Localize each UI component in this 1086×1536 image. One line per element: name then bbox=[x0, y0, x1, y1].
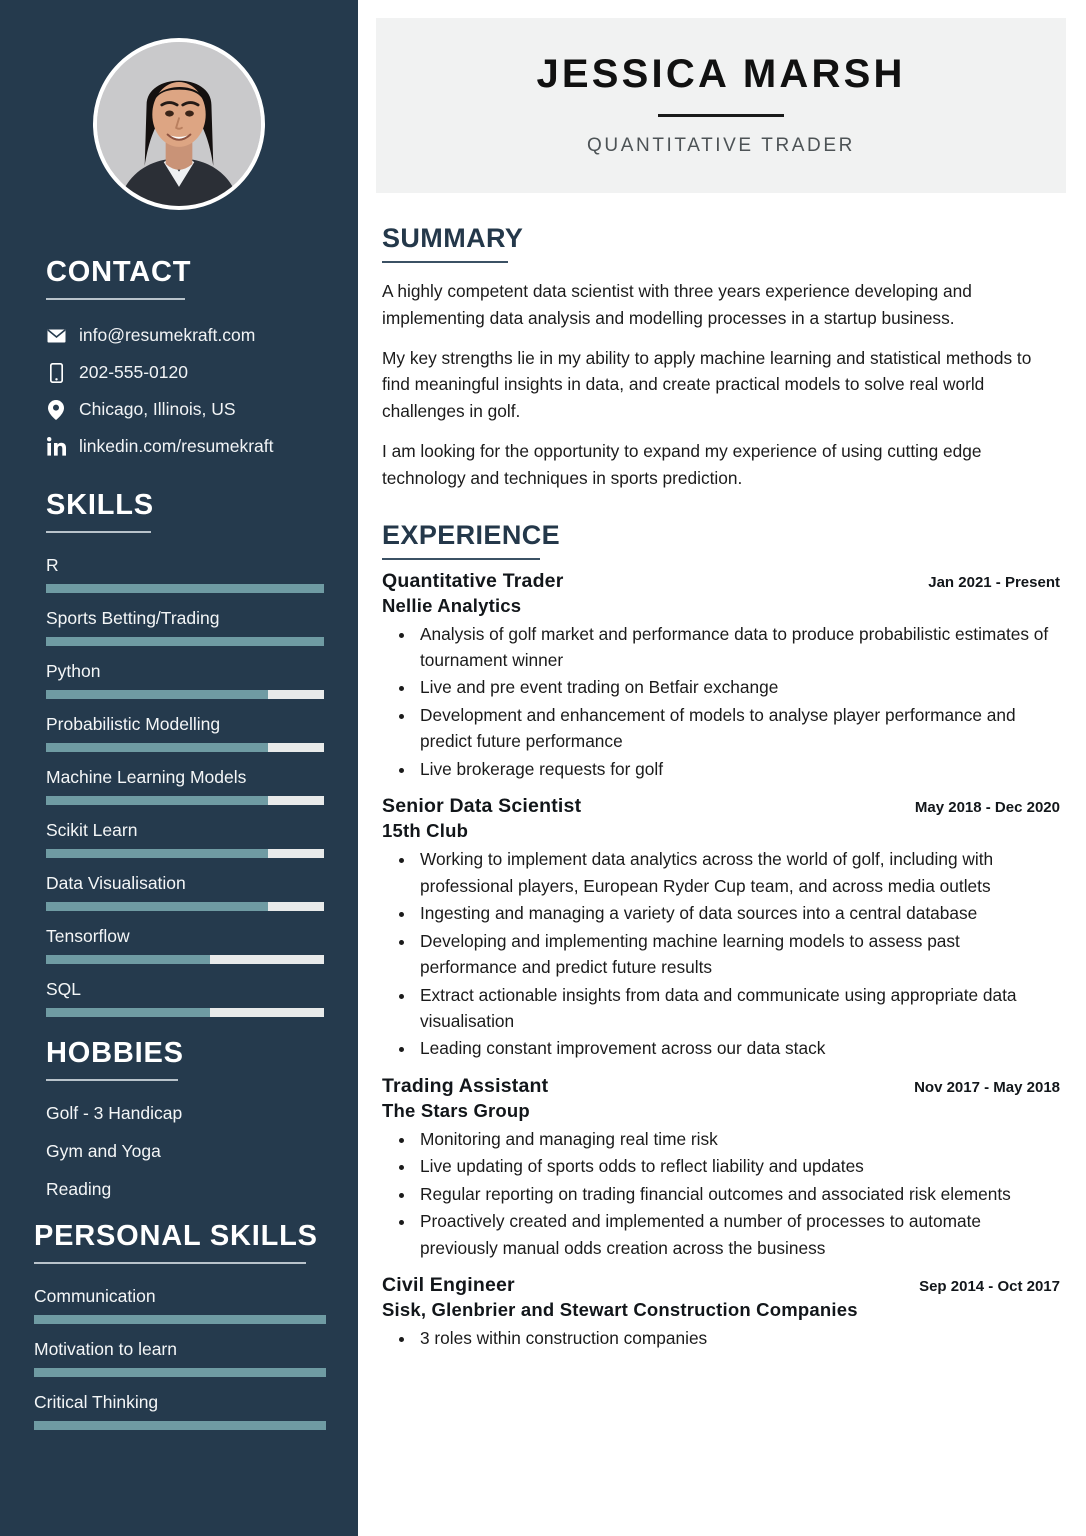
experience-date-range: Sep 2014 - Oct 2017 bbox=[919, 1278, 1060, 1296]
experience-bullet: • Extract actionable insights from data and communicate using appropriate data visualisation bbox=[416, 982, 1060, 1035]
summary-section bbox=[382, 225, 1060, 492]
main-content bbox=[358, 193, 1086, 1352]
experience-bullet-list bbox=[382, 1126, 1060, 1261]
contact-section bbox=[0, 258, 358, 457]
experience-date-range: Nov 2017 - May 2018 bbox=[914, 1078, 1060, 1096]
skill-item bbox=[46, 714, 324, 752]
skill-item-bar bbox=[46, 796, 324, 805]
skill-item-bar-fill bbox=[46, 690, 268, 699]
skills-heading-rule bbox=[46, 531, 151, 533]
personal-skill-item-bar bbox=[34, 1421, 326, 1430]
personal-skill-item-bar-fill bbox=[34, 1315, 326, 1324]
hobby-item: Golf - 3 Handicap bbox=[46, 1103, 183, 1123]
contact-location-text: Chicago, Illinois, US bbox=[79, 399, 236, 419]
summary-paragraph: I am looking for the opportunity to expand my experience of using cutting edge technology and techniques in sports prediction. bbox=[382, 440, 982, 488]
personal-skill-item bbox=[34, 1392, 324, 1430]
experience-bullet: • Ingesting and managing a variety of data sources into a central database bbox=[416, 900, 1060, 926]
experience-date-range: May 2018 - Dec 2020 bbox=[914, 799, 1060, 817]
contact-item-email[interactable] bbox=[46, 325, 324, 346]
main-column bbox=[358, 0, 1086, 1536]
skill-item-label: R bbox=[46, 555, 59, 575]
personal-skill-item bbox=[34, 1339, 324, 1377]
summary-heading: SUMMARY bbox=[382, 223, 524, 253]
job-role: QUANTITATIVE TRADER bbox=[587, 135, 855, 156]
personal-skill-item-bar bbox=[34, 1368, 326, 1377]
skill-item bbox=[46, 661, 324, 699]
skill-item-bar bbox=[46, 955, 324, 964]
photo-container bbox=[0, 0, 358, 210]
skill-item-bar-fill bbox=[46, 796, 268, 805]
personal-skill-item-label: Motivation to learn bbox=[34, 1339, 177, 1359]
experience-heading: EXPERIENCE bbox=[382, 519, 561, 550]
personal-skill-item bbox=[34, 1286, 324, 1324]
skill-item-bar-fill bbox=[46, 902, 268, 911]
personal-skills-section bbox=[0, 1222, 358, 1430]
envelope-icon bbox=[46, 326, 66, 346]
full-name: JESSICA MARSH bbox=[536, 52, 906, 96]
experience-bullet: • Proactively created and implemented a number of processes to automate previously manual odds creation across the business bbox=[416, 1208, 1060, 1261]
experience-item-header bbox=[382, 795, 1060, 818]
contact-item-linkedin[interactable] bbox=[46, 436, 324, 457]
experience-bullet-list bbox=[382, 621, 1060, 783]
personal-skills-list bbox=[34, 1286, 324, 1430]
experience-bullet: • Working to implement data analytics across the world of golf, including with professional players, European Ryder Cup team, and across media outlets bbox=[416, 846, 1060, 899]
skill-item-bar-fill bbox=[46, 955, 210, 964]
personal-skill-item-bar-fill bbox=[34, 1421, 326, 1430]
experience-bullet: • Analysis of golf market and performance data to produce probabilistic estimates of tournament winner bbox=[416, 621, 1060, 674]
skill-item-label: Tensorflow bbox=[46, 926, 130, 946]
summary-heading-rule bbox=[382, 261, 508, 263]
contact-item-phone[interactable] bbox=[46, 362, 324, 383]
name-banner bbox=[376, 18, 1066, 193]
contact-email-text: info@resumekraft.com bbox=[79, 325, 256, 345]
skill-item-bar bbox=[46, 584, 324, 593]
experience-bullet-list bbox=[382, 846, 1060, 1062]
experience-company: The Stars Group bbox=[382, 1099, 530, 1121]
personal-skills-heading-rule bbox=[34, 1262, 306, 1264]
experience-item-header bbox=[382, 1274, 1060, 1297]
skill-item-bar-fill bbox=[46, 743, 268, 752]
experience-company: Sisk, Glenbrier and Stewart Construction Companies bbox=[382, 1299, 858, 1321]
skill-item-label: Machine Learning Models bbox=[46, 767, 247, 787]
hobby-item: Reading bbox=[46, 1179, 112, 1199]
contact-item-location[interactable] bbox=[46, 399, 324, 420]
experience-bullet: • Monitoring and managing real time risk bbox=[416, 1126, 1060, 1152]
experience-bullet: • Live and pre event trading on Betfair exchange bbox=[416, 674, 1060, 700]
hobby-item: Gym and Yoga bbox=[46, 1141, 161, 1161]
experience-item bbox=[382, 1274, 1060, 1351]
avatar-illustration bbox=[97, 42, 261, 206]
experience-date-range: Jan 2021 - Present bbox=[928, 573, 1060, 591]
personal-skill-item-bar-fill bbox=[34, 1368, 326, 1377]
experience-list bbox=[382, 570, 1060, 1352]
skill-item bbox=[46, 979, 324, 1017]
sidebar bbox=[0, 0, 358, 1536]
hobbies-section bbox=[0, 1039, 358, 1200]
experience-company: 15th Club bbox=[382, 820, 469, 842]
skill-item-label: Probabilistic Modelling bbox=[46, 714, 221, 734]
personal-skill-item-label: Communication bbox=[34, 1286, 156, 1306]
experience-job-title: Quantitative Trader bbox=[382, 569, 564, 592]
skill-item-label: Scikit Learn bbox=[46, 820, 138, 840]
hobbies-list bbox=[46, 1103, 324, 1200]
skill-item-label: Python bbox=[46, 661, 101, 681]
experience-item-header bbox=[382, 1075, 1060, 1098]
skill-item-bar-fill bbox=[46, 849, 268, 858]
skill-item bbox=[46, 608, 324, 646]
experience-bullet: • Leading constant improvement across our data stack bbox=[416, 1035, 1060, 1061]
skill-item-bar-fill bbox=[46, 1008, 210, 1017]
skills-list bbox=[46, 555, 324, 1017]
experience-job-title: Civil Engineer bbox=[382, 1274, 515, 1297]
experience-heading-rule bbox=[382, 558, 540, 560]
skill-item-bar bbox=[46, 637, 324, 646]
experience-bullet: • 3 roles within construction companies bbox=[416, 1325, 1060, 1351]
skill-item bbox=[46, 767, 324, 805]
skill-item-label: Sports Betting/Trading bbox=[46, 608, 220, 628]
skill-item-label: SQL bbox=[46, 979, 82, 999]
experience-bullet: • Regular reporting on trading financial outcomes and associated risk elements bbox=[416, 1181, 1060, 1207]
avatar bbox=[93, 38, 265, 210]
skill-item-bar-fill bbox=[46, 637, 324, 646]
skill-item-bar bbox=[46, 743, 324, 752]
location-pin-icon bbox=[46, 400, 66, 420]
experience-bullet: • Live updating of sports odds to reflect liability and updates bbox=[416, 1153, 1060, 1179]
experience-item bbox=[382, 795, 1060, 1062]
contact-heading: CONTACT bbox=[46, 256, 192, 288]
personal-skill-item-label: Critical Thinking bbox=[34, 1392, 159, 1412]
contact-phone-text: 202-555-0120 bbox=[79, 362, 188, 382]
experience-company: Nellie Analytics bbox=[382, 594, 522, 616]
personal-skill-item-bar bbox=[34, 1315, 326, 1324]
linkedin-icon bbox=[46, 437, 66, 457]
summary-paragraph: A highly competent data scientist with three years experience developing and implementing data analysis and modelling processes in a startup business. bbox=[382, 281, 972, 328]
skill-item-bar-fill bbox=[46, 584, 324, 593]
skill-item bbox=[46, 873, 324, 911]
hobbies-heading-rule bbox=[46, 1079, 178, 1081]
experience-bullet-list bbox=[382, 1325, 1060, 1351]
summary-paragraph: My key strengths lie in my ability to apply machine learning and statistical methods to find meaningful insights in data, and create practical models to solve real world challenges in golf. bbox=[382, 347, 1032, 422]
skill-item bbox=[46, 926, 324, 964]
skill-item bbox=[46, 820, 324, 858]
experience-item bbox=[382, 1075, 1060, 1261]
skill-item-bar bbox=[46, 1008, 324, 1017]
experience-job-title: Senior Data Scientist bbox=[382, 795, 582, 818]
skills-section bbox=[0, 491, 358, 1017]
experience-section bbox=[382, 519, 1060, 1352]
skill-item bbox=[46, 555, 324, 593]
experience-item-header bbox=[382, 570, 1060, 593]
hobbies-heading: HOBBIES bbox=[46, 1037, 184, 1069]
name-divider bbox=[658, 114, 784, 117]
contact-linkedin-text: linkedin.com/resumekraft bbox=[79, 436, 274, 456]
summary-paragraphs bbox=[382, 278, 1060, 492]
skill-item-bar bbox=[46, 690, 324, 699]
experience-bullet: • Live brokerage requests for golf bbox=[416, 756, 1060, 782]
phone-icon bbox=[46, 363, 66, 383]
experience-bullet: • Development and enhancement of models to analyse player performance and predict future performance bbox=[416, 702, 1060, 755]
skill-item-bar bbox=[46, 849, 324, 858]
contact-list bbox=[46, 325, 324, 457]
personal-skills-heading: PERSONAL SKILLS bbox=[34, 1220, 318, 1252]
skill-item-label: Data Visualisation bbox=[46, 873, 186, 893]
experience-job-title: Trading Assistant bbox=[382, 1074, 549, 1097]
contact-heading-rule bbox=[46, 298, 185, 300]
experience-bullet: • Developing and implementing machine learning models to assess past performance and predict future results bbox=[416, 928, 1060, 981]
skills-heading: SKILLS bbox=[46, 489, 154, 521]
experience-item bbox=[382, 570, 1060, 783]
skill-item-bar bbox=[46, 902, 324, 911]
